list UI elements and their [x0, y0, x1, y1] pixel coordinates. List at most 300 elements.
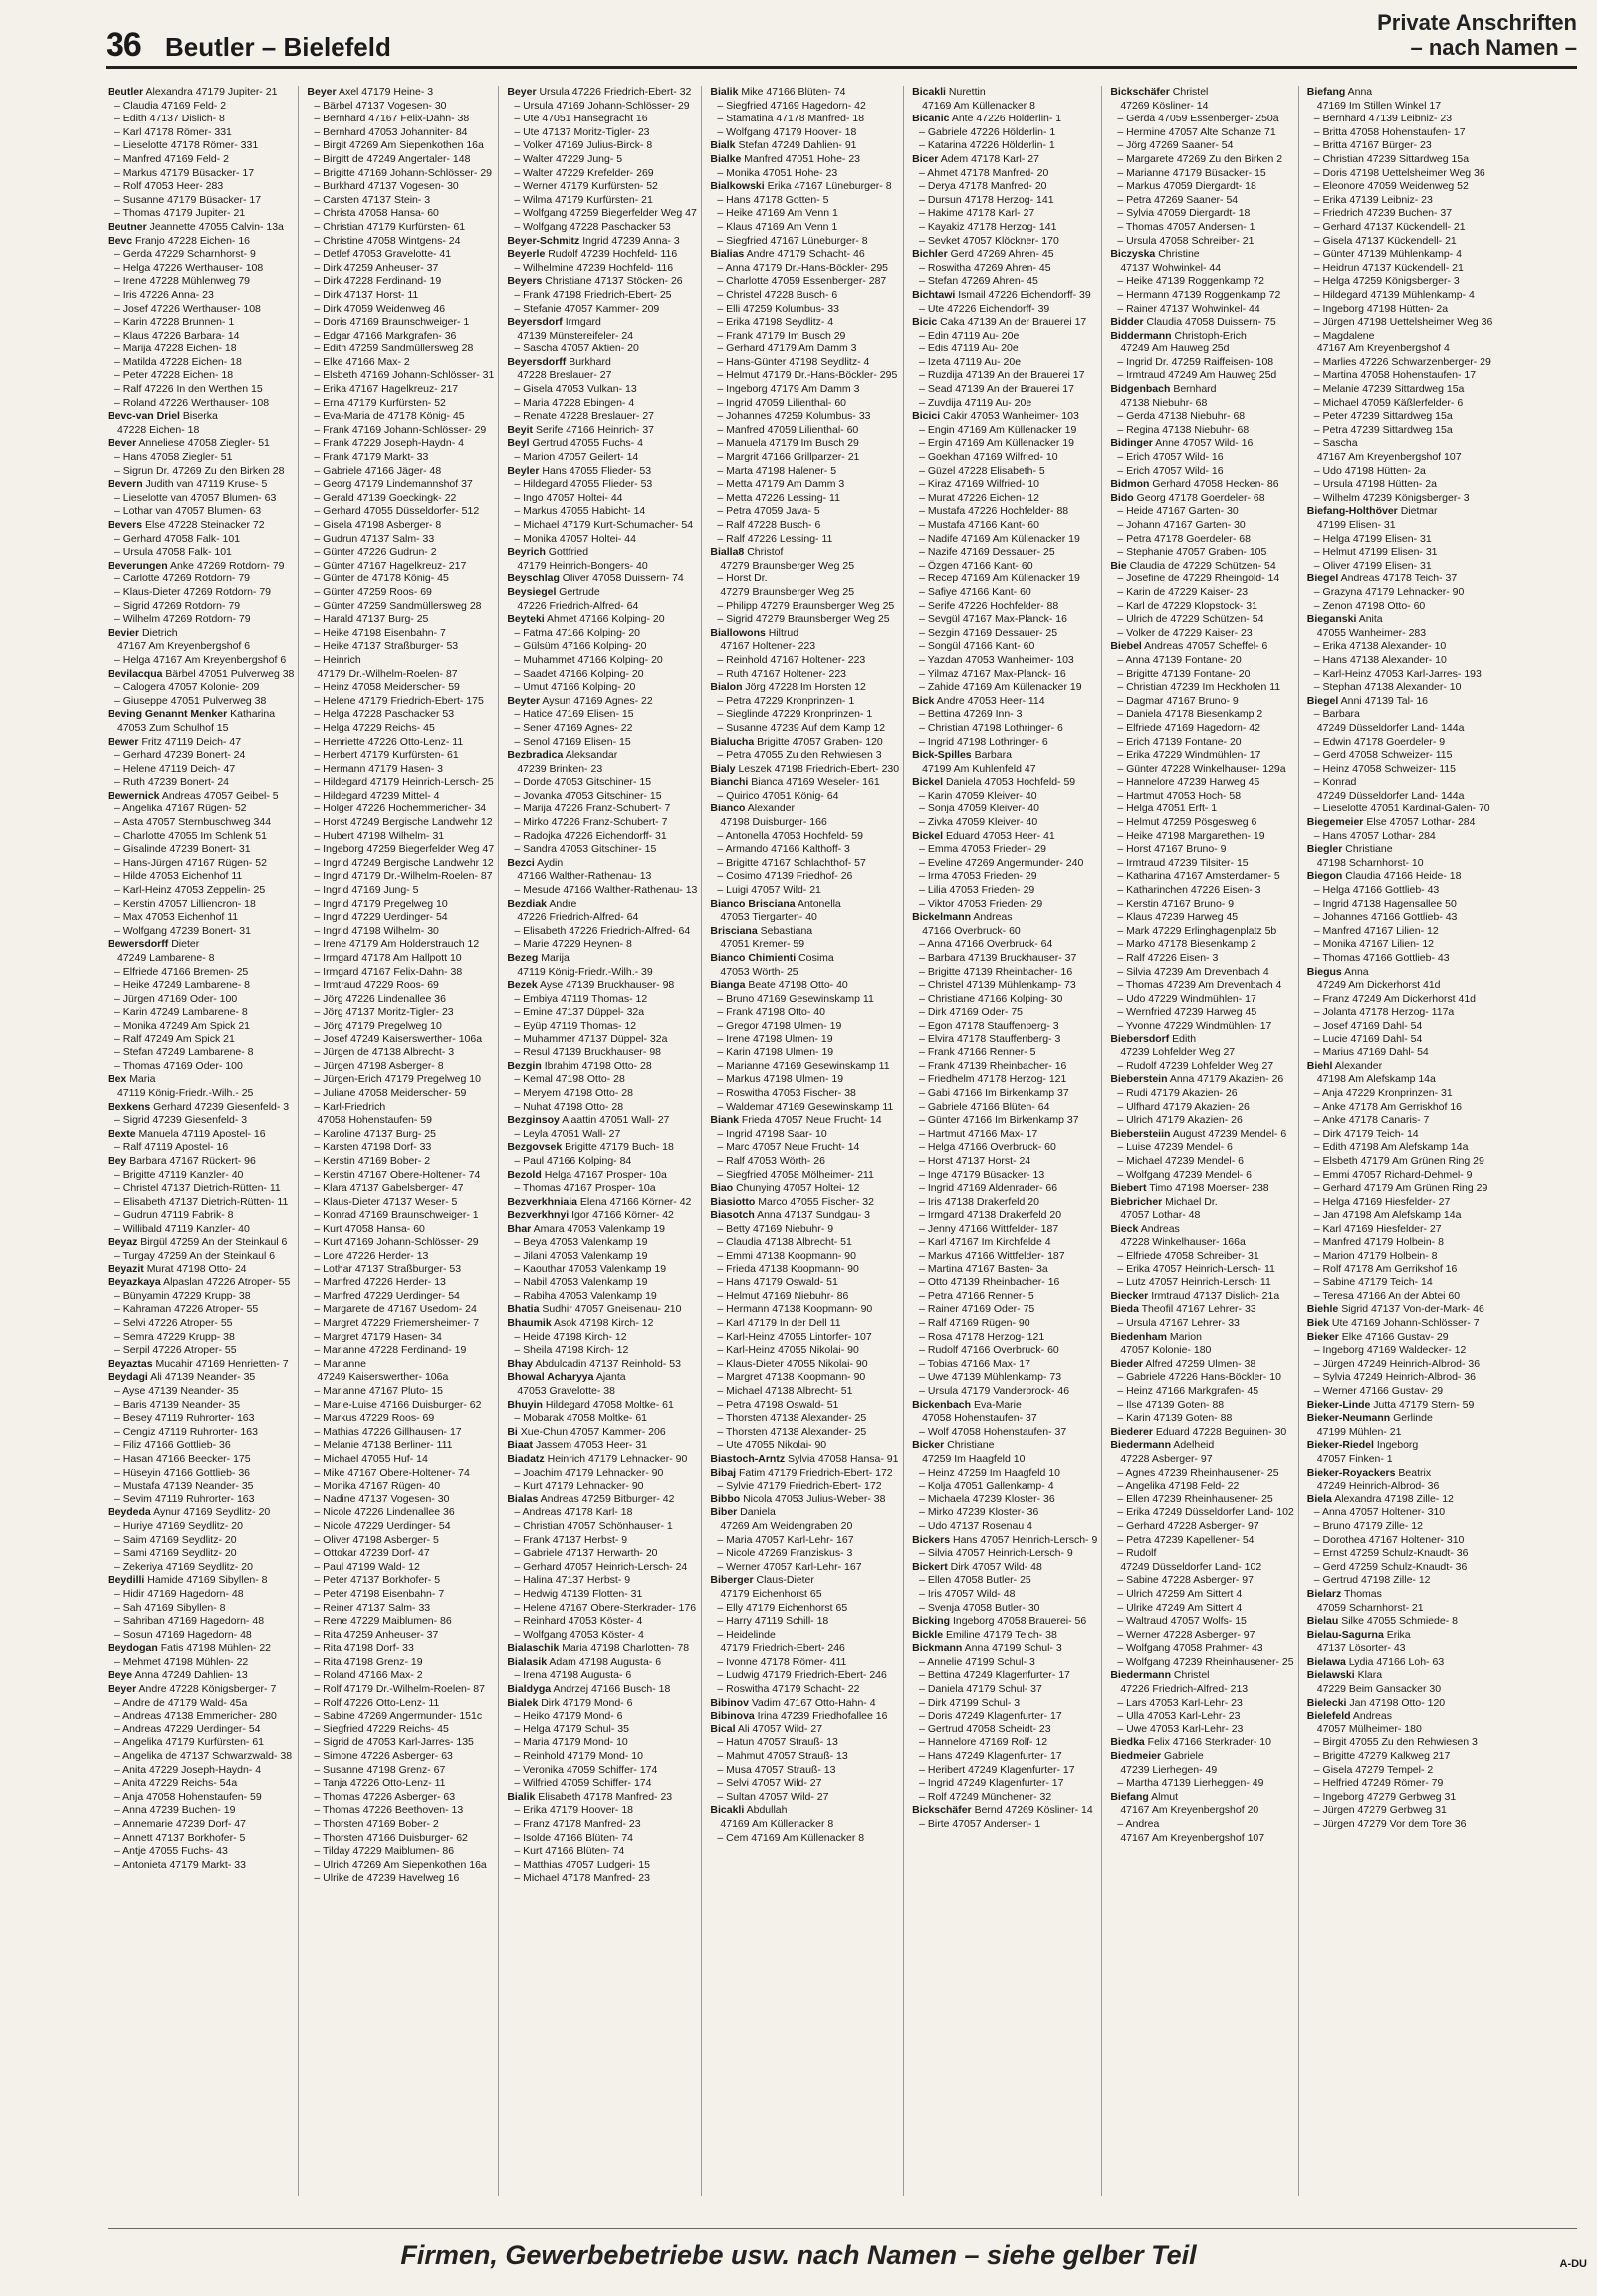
directory-entry: [307, 870, 494, 884]
directory-entry: [108, 1182, 294, 1196]
directory-entry: [307, 505, 494, 519]
directory-entry: [710, 1006, 899, 1020]
directory-entry: [912, 303, 1097, 317]
directory-entry: [307, 1385, 494, 1399]
directory-entry: [507, 1750, 697, 1764]
entry-details: Thomas: [1343, 1587, 1382, 1600]
entry-details: – Gerhard 47228 Asberger- 97: [1117, 1519, 1259, 1532]
directory-entry: [912, 1439, 1097, 1453]
directory-entry: [507, 1169, 697, 1183]
entry-details: – Zivka 47059 Kleiver- 40: [919, 816, 1038, 829]
entry-details: Anna 47249 Dahlien- 13: [134, 1669, 248, 1682]
directory-entry: [1307, 1344, 1493, 1358]
directory-entry: [1110, 695, 1293, 709]
entry-surname: Biddermann: [1110, 329, 1172, 342]
entry-details: Jan 47198 Otto- 120: [1349, 1696, 1446, 1709]
directory-entry: [307, 1697, 494, 1711]
entry-details: – Kolja 47051 Gallenkamp- 4: [919, 1480, 1054, 1492]
entry-details: – Hubert 47198 Wilhelm- 31: [314, 829, 445, 842]
entry-surname: Bialk: [710, 139, 736, 152]
entry-details: – Hasan 47166 Beecker- 175: [114, 1452, 251, 1465]
entry-surname: Bialucha: [710, 735, 755, 748]
entry-details: – Nuhat 47198 Otto- 28: [514, 1100, 624, 1113]
directory-entry: [912, 424, 1097, 438]
directory-entry: [507, 830, 697, 844]
directory-entry: [710, 1791, 899, 1805]
directory-entry: [108, 1764, 294, 1778]
entry-details: – Erika 47249 Düsseldorfer Land- 102: [1117, 1506, 1294, 1519]
directory-entry: [710, 573, 899, 586]
entry-details: Hiltrud: [768, 626, 799, 639]
entry-details: 47167 Am Kreyenbergshof 20: [1120, 1804, 1259, 1817]
directory-entry: [710, 546, 899, 560]
directory-entry: [1307, 1493, 1493, 1507]
entry-details: – Bruno 47169 Gesewinskamp 11: [717, 992, 874, 1005]
directory-entry: [307, 1128, 494, 1142]
entry-details: – Gerhard 47239 Bonert- 24: [114, 749, 246, 762]
entry-details: – Sosun 47169 Hagedorn- 48: [114, 1628, 252, 1641]
entry-details: – Friedrich 47239 Buchen- 37: [1313, 207, 1453, 220]
directory-entry: [912, 1046, 1097, 1060]
directory-entry: [108, 1141, 294, 1155]
entry-details: – Brigitte 47139 Rheinbacher- 16: [919, 965, 1073, 978]
entry-details: – Ralf 47169 Rügen- 90: [919, 1317, 1030, 1330]
entry-details: – Anke 47178 Am Gerriskhof 16: [1313, 1100, 1463, 1113]
entry-surname: Bieda: [1110, 1303, 1139, 1316]
directory-entry: [710, 1263, 899, 1277]
entry-details: – Helfried 47249 Römer- 79: [1313, 1777, 1444, 1790]
entry-details: – Saim 47169 Seydlitz- 20: [114, 1533, 237, 1546]
entry-details: – Marie-Luise 47166 Duisburger- 62: [314, 1398, 482, 1411]
directory-entry: [710, 884, 899, 898]
directory-column: [710, 86, 904, 2196]
entry-details: – Ingeborg 47279 Gerbweg 31: [1313, 1790, 1457, 1803]
entry-details: 47053 Gravelotte- 38: [517, 1385, 615, 1397]
directory-entry: [507, 397, 697, 411]
directory-entry: [710, 1182, 899, 1196]
entry-details: – Wolfgang 47239 Bonert- 31: [114, 924, 251, 937]
directory-entry: [108, 1669, 294, 1683]
directory-entry: [710, 1574, 899, 1588]
entry-details: – Karsten 47198 Dorf- 33: [314, 1141, 432, 1154]
entry-details: – Mike 47167 Obere-Holtener- 74: [314, 1466, 470, 1479]
entry-details: Elke 47166 Gustav- 29: [1341, 1330, 1449, 1343]
directory-entry: [307, 1669, 494, 1683]
directory-entry: [1307, 1114, 1493, 1128]
entry-details: Gerhard 47058 Hecken- 86: [1152, 478, 1279, 491]
directory-entry: [108, 1073, 294, 1087]
entry-details: – Josef 47226 Werthauser- 108: [114, 302, 261, 315]
entry-details: – Yazdan 47053 Wanheimer- 103: [919, 653, 1074, 666]
entry-details: – Karin de 47229 Kaiser- 23: [1117, 585, 1249, 598]
directory-entry: [507, 1723, 697, 1737]
entry-details: – Zenon 47198 Otto- 60: [1313, 599, 1426, 612]
entry-details: – Sylvie 47179 Friedrich-Ebert- 172: [717, 1480, 882, 1492]
directory-entry: [108, 86, 294, 100]
entry-details: – Edith 47137 Dislich- 8: [114, 113, 225, 125]
entry-surname: Biank: [710, 1114, 739, 1127]
directory-entry: [1110, 1358, 1293, 1372]
entry-details: Hans 47057 Heinrich-Lersch- 9: [952, 1533, 1098, 1546]
entry-details: – Walter 47229 Jung- 5: [514, 152, 623, 165]
entry-details: 47167 Am Kreyenbergshof 107: [1120, 1831, 1265, 1844]
directory-entry: [507, 369, 697, 383]
directory-entry: [108, 776, 294, 790]
directory-entry: [507, 1818, 697, 1832]
entry-details: – Anke 47178 Canaris- 7: [1313, 1114, 1430, 1127]
directory-entry: [912, 722, 1097, 736]
entry-details: Alexander: [1334, 1059, 1383, 1072]
entry-surname: Brisciana: [710, 924, 758, 937]
entry-details: – Helga 47179 Schul- 35: [514, 1722, 629, 1735]
entry-surname: Bicer: [912, 152, 939, 165]
entry-details: – Mark 47229 Erlinghagenplatz 5b: [1117, 924, 1277, 937]
entry-details: Anita: [1358, 613, 1383, 626]
entry-details: – Angelika 47179 Kurfürsten- 61: [114, 1736, 265, 1749]
directory-entry: [1307, 1155, 1493, 1169]
directory-entry: [108, 1656, 294, 1670]
directory-entry: [710, 586, 899, 600]
entry-details: – Sylvia 47059 Diergardt- 18: [1117, 207, 1251, 220]
directory-entry: [1110, 1371, 1293, 1385]
entry-details: – Halina 47137 Herbst- 9: [514, 1574, 631, 1587]
directory-entry: [1110, 1493, 1293, 1507]
entry-details: – Marianne 47228 Ferdinand- 19: [314, 1344, 467, 1357]
entry-details: – Metta 47179 Am Damm 3: [717, 478, 845, 491]
directory-entry: [108, 870, 294, 884]
entry-details: – Frank 47179 Markt- 33: [314, 451, 429, 464]
entry-details: – Dagmar 47167 Bruno- 9: [1117, 694, 1239, 707]
entry-details: – Martha 47139 Lierheggen- 49: [1117, 1777, 1264, 1790]
directory-entry: [1110, 1750, 1293, 1764]
entry-details: – Cem 47169 Am Küllenacker 8: [717, 1831, 865, 1844]
directory-entry: [1307, 1385, 1493, 1399]
directory-entry: [1307, 221, 1493, 235]
entry-details: – Asta 47057 Sternbuschweg 344: [114, 816, 272, 829]
entry-surname: Beyter: [507, 694, 541, 707]
directory-entry: [108, 627, 294, 641]
entry-details: Biserka: [182, 410, 218, 423]
directory-entry: [912, 749, 1097, 763]
directory-entry: [912, 100, 1097, 114]
entry-surname: Bidinger: [1110, 437, 1153, 450]
entry-details: – Reinhard 47053 Köster- 4: [514, 1615, 643, 1628]
directory-entry: [507, 1073, 697, 1087]
entry-details: 47228 Eichen- 18: [117, 423, 200, 436]
entry-details: 47051 Kremer- 59: [720, 938, 805, 951]
entry-details: – Gerd 47259 Schulz-Knaudt- 36: [1313, 1560, 1468, 1573]
entry-details: – Jürgen 47198 Uettelsheimer Weg 36: [1313, 316, 1493, 329]
entry-details: – Friedhelm 47178 Herzog- 121: [919, 1073, 1067, 1086]
directory-entry: [507, 1236, 697, 1250]
directory-entry: [108, 139, 294, 153]
directory-entry: [507, 235, 697, 249]
entry-details: – Tilday 47229 Maiblumen- 86: [314, 1845, 455, 1858]
entry-details: 47249 Am Hauweg 25d: [1120, 343, 1230, 355]
entry-surname: Bezek: [507, 979, 538, 992]
directory-entry: [1307, 1520, 1493, 1534]
directory-entry: [507, 1303, 697, 1317]
entry-details: – Jörg 47179 Pregelweg 10: [314, 1019, 442, 1032]
entry-details: – Katarina 47226 Hölderlin- 1: [919, 139, 1055, 152]
entry-details: – Oliver 47199 Elisen- 31: [1313, 559, 1432, 572]
entry-details: – Jörg 47269 Saaner- 54: [1117, 139, 1234, 152]
entry-details: – Maria 47228 Ebingen- 4: [514, 396, 635, 409]
entry-surname: Beydogan: [108, 1642, 158, 1655]
entry-details: Dirk 47057 Wild- 48: [950, 1560, 1042, 1573]
directory-entry: [507, 573, 697, 586]
directory-entry: [108, 167, 294, 181]
entry-details: Eduard 47053 Heer- 41: [945, 829, 1055, 842]
directory-entry: [307, 1196, 494, 1210]
entry-surname: Bibinova: [710, 1710, 755, 1722]
directory-entry: [710, 397, 899, 411]
directory-entry: [1110, 180, 1293, 194]
directory-entry: [912, 194, 1097, 208]
entry-details: – Thomas 47226 Beethoven- 13: [314, 1804, 464, 1817]
directory-entry: [307, 1574, 494, 1588]
directory-entry: [912, 519, 1097, 533]
entry-details: – Erich 47057 Wild- 16: [1117, 451, 1224, 464]
directory-entry: [912, 316, 1097, 330]
entry-details: – Monika 47167 Lilien- 12: [1313, 938, 1435, 951]
directory-entry: [1110, 546, 1293, 560]
directory-entry: [1110, 1073, 1293, 1087]
directory-entry: [108, 1493, 294, 1507]
entry-details: – Petra 47059 Java- 5: [717, 505, 820, 518]
entry-details: – Elsbeth 47179 Am Grünen Ring 29: [1313, 1154, 1484, 1167]
entry-details: – Hans 47057 Lothar- 284: [1313, 829, 1436, 842]
entry-details: Judith van 47119 Kruse- 5: [145, 478, 268, 491]
directory-entry: [507, 1520, 697, 1534]
directory-entry: [108, 1020, 294, 1033]
directory-entry: [108, 1399, 294, 1413]
entry-details: 47198 Am Alefskamp 14a: [1316, 1073, 1436, 1086]
entry-details: Dieter: [171, 938, 200, 951]
entry-surname: Bianco Chimienti: [710, 952, 797, 964]
entry-details: – Marija 47226 Franz-Schubert- 7: [514, 803, 671, 815]
directory-entry: [507, 1467, 697, 1481]
directory-entry: [307, 884, 494, 898]
directory-entry: [1307, 303, 1493, 317]
directory-entry: [1307, 803, 1493, 816]
entry-details: Claudia 47166 Heide- 18: [1345, 870, 1462, 883]
entry-details: Fritz 47119 Deich- 47: [141, 735, 242, 748]
directory-entry: [1307, 316, 1493, 330]
entry-details: 47226 Friedrich-Alfred- 64: [517, 599, 639, 612]
entry-surname: Beyers: [507, 275, 543, 288]
entry-details: – Helga 47226 Werthauser- 108: [114, 261, 264, 274]
entry-details: – Peter 47137 Borkhofer- 5: [314, 1574, 441, 1587]
entry-surname: Bieberstein: [1110, 1073, 1168, 1086]
directory-entry: [1110, 1263, 1293, 1277]
directory-entry: [108, 1804, 294, 1818]
directory-entry: [912, 207, 1097, 221]
entry-details: – Huriye 47169 Seydlitz- 20: [114, 1519, 243, 1532]
entry-details: Ahmet 47166 Kolping- 20: [547, 613, 665, 626]
entry-details: – Calogera 47057 Kolonie- 209: [114, 681, 260, 694]
directory-entry: [507, 695, 697, 709]
entry-details: Ajanta: [595, 1371, 626, 1384]
directory-entry: [108, 1196, 294, 1210]
entry-details: Ismail 47226 Eichendorff- 39: [958, 288, 1091, 301]
entry-details: – Max 47053 Eichenhof 11: [114, 911, 239, 924]
entry-details: – Bünyamin 47229 Krupp- 38: [114, 1289, 251, 1302]
entry-details: Sylvia 47058 Hansa- 91: [788, 1452, 899, 1465]
entry-details: Jeannette 47055 Calvin- 13a: [149, 220, 284, 233]
directory-entry: [507, 1087, 697, 1101]
entry-surname: Beverungen: [108, 559, 168, 572]
directory-entry: [710, 100, 899, 114]
entry-surname: Bieker-Neumann: [1306, 1412, 1391, 1425]
directory-entry: [912, 1602, 1097, 1616]
entry-details: Ante 47226 Hölderlin- 1: [951, 113, 1062, 125]
directory-entry: [507, 1317, 697, 1331]
directory-entry: [307, 979, 494, 993]
directory-entry: [1307, 830, 1493, 844]
directory-entry: [1110, 330, 1293, 344]
directory-entry: [710, 843, 899, 857]
entry-details: – Leyla 47051 Wall- 27: [514, 1127, 621, 1140]
entry-details: Vadim 47167 Otto-Hahn- 4: [751, 1696, 876, 1709]
directory-entry: [507, 465, 697, 479]
entry-details: – Walter 47229 Krefelder- 269: [514, 166, 654, 179]
entry-details: – Thomas 47057 Andersen- 1: [1117, 220, 1255, 233]
directory-entry: [108, 1087, 294, 1101]
directory-entry: [710, 925, 899, 939]
entry-details: – Sandra 47053 Gitschiner- 15: [514, 843, 657, 856]
directory-entry: [1307, 194, 1493, 208]
entry-details: – Yvonne 47229 Windmühlen- 17: [1117, 1019, 1272, 1032]
directory-entry: [912, 1723, 1097, 1737]
entry-details: – Nicole 47226 Lindenallee 36: [314, 1506, 455, 1519]
entry-details: – Edin 47119 Au- 20e: [919, 329, 1020, 342]
directory-entry: [710, 465, 899, 479]
directory-entry: [507, 1791, 697, 1805]
entry-details: – Jürgen 47249 Heinrich-Albrod- 36: [1313, 1357, 1481, 1370]
directory-entry: [307, 1331, 494, 1345]
entry-details: – Hermann 47139 Roggenkamp 72: [1117, 288, 1281, 301]
entry-details: – Manuela 47179 Im Busch 29: [717, 437, 859, 450]
entry-details: Caka 47139 An der Brauerei 17: [940, 316, 1087, 329]
directory-entry: [307, 1493, 494, 1507]
entry-details: – Karl 47178 Römer- 331: [114, 125, 232, 138]
entry-details: – Thomas 47179 Jupiter- 21: [114, 207, 246, 220]
directory-entry: [1307, 1629, 1493, 1643]
directory-entry: [507, 1669, 697, 1683]
entry-details: – Anna 47166 Overbruck- 64: [919, 938, 1053, 951]
directory-entry: [507, 870, 697, 884]
entry-details: – Ahmet 47178 Manfred- 20: [919, 166, 1049, 179]
entry-details: – Jürgen de 47138 Albrecht- 3: [314, 1046, 455, 1059]
directory-entry: [1110, 1196, 1293, 1210]
entry-details: Christel: [1172, 86, 1209, 98]
entry-details: – Michael 47179 Kurt-Schumacher- 54: [514, 519, 694, 531]
directory-entry: [1110, 790, 1293, 804]
entry-surname: Beyler: [507, 464, 540, 477]
directory-entry: [307, 1642, 494, 1656]
directory-entry: [1110, 478, 1293, 492]
directory-entry: [1307, 1506, 1493, 1520]
directory-entry: [1307, 1439, 1493, 1453]
directory-entry: [1307, 776, 1493, 790]
directory-entry: [1307, 1818, 1493, 1832]
directory-entry: [108, 803, 294, 816]
directory-entry: [1110, 938, 1293, 952]
directory-entry: [710, 1412, 899, 1426]
directory-entry: [108, 126, 294, 140]
directory-entry: [1110, 681, 1293, 695]
directory-entry: [507, 938, 697, 952]
directory-entry: [1307, 1250, 1493, 1263]
entry-details: – Elli 47259 Kolumbus- 33: [717, 302, 839, 315]
entry-details: Brigitte 47179 Buch- 18: [565, 1141, 674, 1154]
entry-details: – Petra 47239 Kapellener- 54: [1117, 1533, 1255, 1546]
entry-surname: Bidgenbach: [1110, 383, 1171, 396]
entry-details: – Elvira 47178 Stauffenberg- 3: [919, 1033, 1061, 1045]
entry-details: – Umut 47166 Kolping- 20: [514, 681, 636, 694]
directory-entry: [1307, 139, 1493, 153]
entry-details: – Ingeborg 47259 Biegerfelder Weg 47: [314, 843, 495, 856]
entry-details: – Heidrun 47137 Kückendell- 21: [1313, 261, 1464, 274]
entry-details: Christel: [1173, 1669, 1210, 1682]
entry-details: – Teresa 47166 An der Abtei 60: [1313, 1289, 1461, 1302]
entry-details: – Klaus-Dieter 47137 Weser- 5: [314, 1195, 458, 1208]
entry-details: – Thomas 47239 Am Drevenbach 4: [1117, 979, 1282, 992]
entry-surname: Bielau-Sagurna: [1306, 1628, 1384, 1641]
directory-entry: [1307, 369, 1493, 383]
directory-entry: [108, 573, 294, 586]
directory-entry: [1110, 640, 1293, 654]
directory-entry: [507, 1804, 697, 1818]
entry-details: – Senol 47169 Elisen- 15: [514, 735, 631, 748]
entry-surname: Bielau: [1306, 1615, 1339, 1628]
entry-details: Maria: [129, 1073, 156, 1086]
directory-entry: [307, 139, 494, 153]
entry-details: – Hans 47058 Ziegler- 51: [114, 451, 233, 464]
entry-surname: Bewer: [108, 735, 139, 748]
entry-details: Aleksandar: [565, 749, 618, 762]
entry-details: – Eyüp 47119 Thomas- 12: [514, 1019, 637, 1032]
directory-entry: [1110, 1791, 1293, 1805]
directory-entry: [912, 790, 1097, 804]
entry-details: – Wilma 47179 Kurfürsten- 21: [514, 193, 653, 206]
entry-details: – Dirk 47228 Ferdinand- 19: [314, 275, 442, 288]
entry-details: Fatis 47198 Mühlen- 22: [160, 1642, 272, 1655]
entry-details: – Karin 47198 Ulmen- 19: [717, 1046, 834, 1059]
entry-details: Serife 47166 Heinrich- 37: [535, 423, 655, 436]
entry-details: Marija: [541, 952, 570, 964]
directory-entry: [108, 1128, 294, 1142]
directory-entry: [912, 627, 1097, 641]
entry-details: – Detlef 47053 Gravelotte- 41: [314, 248, 452, 261]
entry-details: – Michaela 47239 Kloster- 36: [919, 1492, 1055, 1505]
entry-details: – Petra 47269 Saaner- 54: [1117, 193, 1239, 206]
directory-entry: [710, 1169, 899, 1183]
entry-details: – Wolf 47058 Hohenstaufen- 37: [919, 1425, 1067, 1438]
directory-entry: [307, 1629, 494, 1643]
directory-entry: [1110, 1710, 1293, 1723]
directory-entry: [1307, 397, 1493, 411]
directory-entry: [507, 776, 697, 790]
entry-details: – Stefan 47269 Ahren- 45: [919, 275, 1038, 288]
directory-entry: [1307, 383, 1493, 397]
directory-entry: [1307, 343, 1493, 356]
directory-entry: [710, 1764, 899, 1778]
entry-details: – Brigitte 47279 Kalkweg 217: [1313, 1750, 1451, 1763]
directory-entry: [108, 1358, 294, 1372]
entry-details: 47226 Friedrich-Alfred- 213: [1120, 1683, 1249, 1696]
